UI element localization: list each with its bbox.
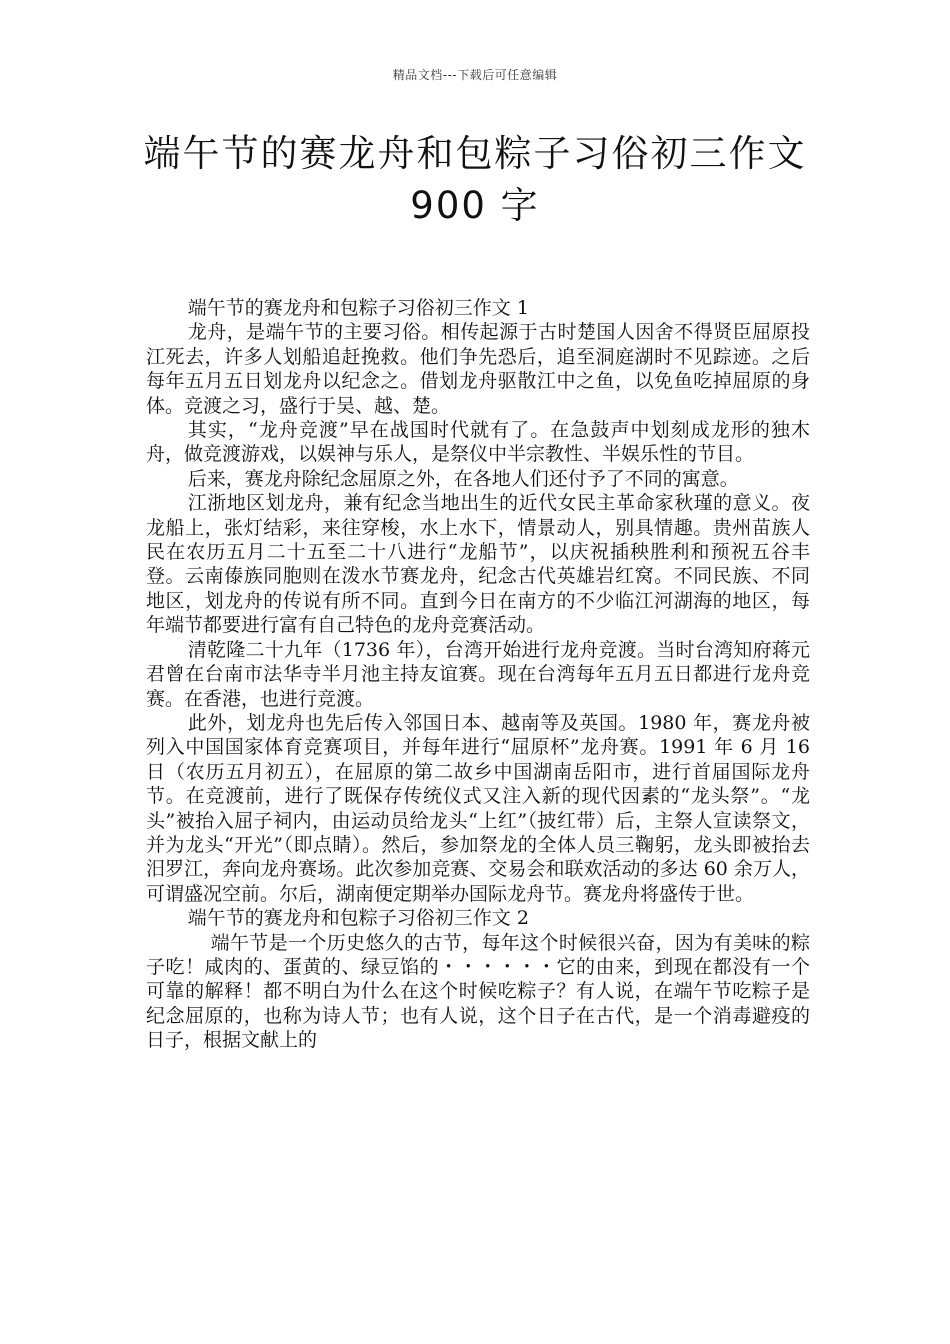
page-title <box>100 128 850 232</box>
section-heading-1: 端午节的赛龙舟和包粽子习俗初三作文 1 <box>187 297 529 319</box>
paragraph: 江浙地区划龙舟，兼有纪念当地出生的近代女民主革命家秋瑾的意义。夜龙船上，张灯结彩，来往穿梭，水上水下，情景动人，别具情趣。贵州苗族人民在农历五月二十五至二十八进行“龙船节”，以庆祝插秧胜利和预祝五谷丰登。云南傣族同胞则在泼水节赛龙舟，纪念古代英雄岩红窝。不同民族、不同地区，划龙舟的传说有所不同。直到今日在南方的不少临江河湖海的地区，每年端节都要进行富有自己特色的龙舟竞赛活动。 <box>146 492 810 637</box>
page-header: 精品文档---下载后可任意编辑 <box>392 68 558 82</box>
title-line-2: 900 字 <box>410 184 540 227</box>
paragraph: 龙舟，是端午节的主要习俗。相传起源于古时楚国人因舍不得贤臣屈原投江死去，许多人划船追赶挽救。他们争先恐后，追至洞庭湖时不见踪迹。之后每年五月五日划龙舟以纪念之。借划龙舟驱散江中之鱼，以免鱼吃掉屈原的身体。竞渡之习，盛行于吴、越、楚。 <box>146 321 810 417</box>
paragraph: 清乾隆二十九年（1736 年），台湾开始进行龙舟竞渡。当时台湾知府蒋元君曾在台南市法华寺半月池主持友谊赛。现在台湾每年五月五日都进行龙舟竞赛。在香港，也进行竞渡。 <box>146 638 810 710</box>
section-heading-2: 端午节的赛龙舟和包粽子习俗初三作文 2 <box>187 907 529 930</box>
document-body <box>146 296 810 1053</box>
paragraph: 端午节是一个历史悠久的古节，每年这个时候很兴奋，因为有美味的粽子吃！咸肉的、蛋黄的、绿豆馅的・・・・・・它的由来，到现在都没有一个可靠的解释！都不明白为什么在这个时候吃粽子？有人说，在端午节吃粽子是纪念屈原的，也称为诗人节；也有人说，这个日子在古代，是一个消毒避疫的日子，根据文献上的 <box>146 931 810 1052</box>
title-line-1: 端午节的赛龙舟和包粽子习俗初三作文 <box>143 132 807 175</box>
paragraph: 其实，“龙舟竞渡”早在战国时代就有了。在急鼓声中划刻成龙形的独木舟，做竞渡游戏，以娱神与乐人，是祭仪中半宗教性、半娱乐性的节目。 <box>146 419 810 466</box>
paragraph: 此外，划龙舟也先后传入邻国日本、越南等及英国。1980 年，赛龙舟被列入中国国家体育竞赛项目，并每年进行“屈原杯”龙舟赛。1991 年 6 月 16 日（农历五月初五），在屈原的第二故乡中国湖南岳阳市，进行首届国际龙舟节。在竞渡前，进行了既保存传统仪式又注入新的现代因素的“龙头祭”。“龙头”被抬入屈子祠内，由运动员给龙头“上红”（披红带）后，主祭人宣读祭文，并为龙头“开光”（即点睛）。然后，参加祭龙的全体人员三鞠躬，龙头即被抬去汨罗江，奔向龙舟赛场。此次参加竞赛、交易会和联欢活动的多达 60 余万人，可谓盛况空前。尔后，湖南便定期举办国际龙舟节。赛龙舟将盛传于世。 <box>146 711 810 905</box>
paragraph: 后来，赛龙舟除纪念屈原之外，在各地人们还付予了不同的寓意。 <box>187 467 739 490</box>
